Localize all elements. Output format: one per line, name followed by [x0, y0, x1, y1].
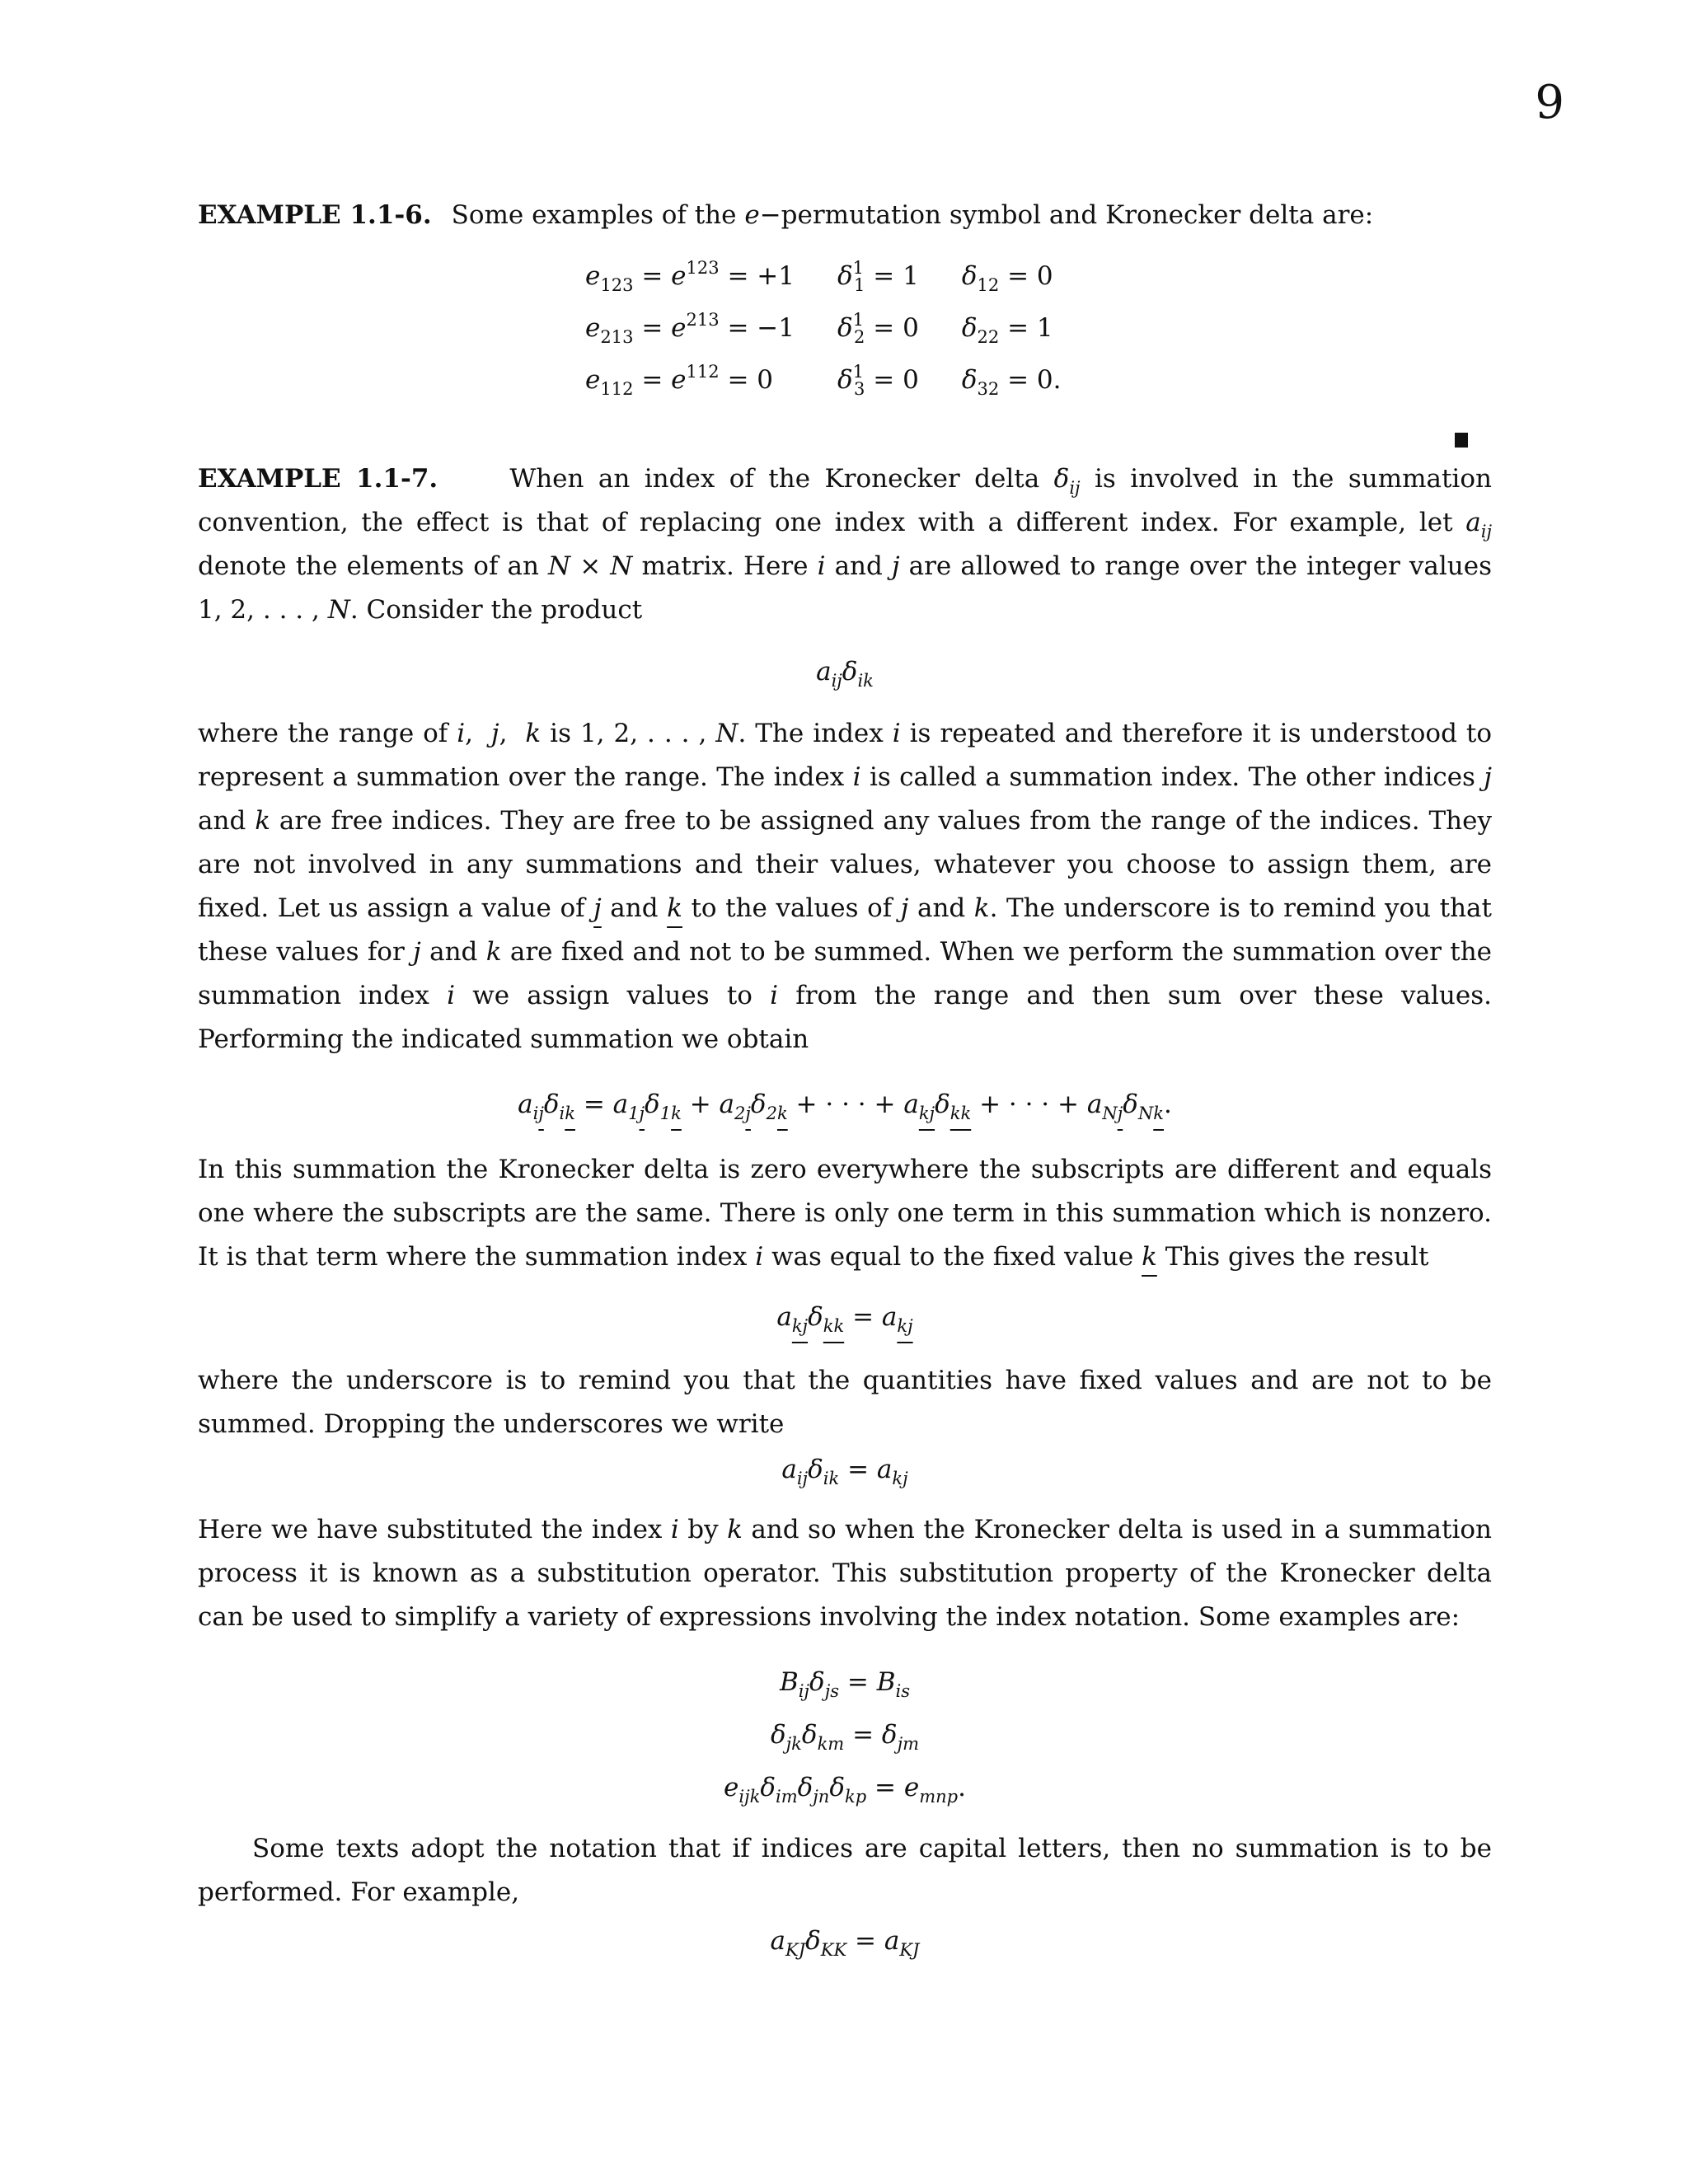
- equation-example-1: $B_{ij}\delta_{js} = B_{is}$: [780, 1667, 910, 1701]
- equation-example-3: $e_{ijk}\delta_{im}\delta_{jn}\delta_{kp} = e_{mnp}$.: [724, 1773, 966, 1807]
- example-7-title: EXAMPLE 1.1-7.: [198, 464, 438, 494]
- table-row: [585, 251, 1104, 302]
- delta-upper-value: $\delta^1_2 = 0$: [837, 310, 919, 347]
- e-value: $e_{213} = e^{213} = -1$: [585, 310, 795, 347]
- equation-expanded-sum: $a_{ij}\delta_{ik} = a_{1j}\delta_{1k} + a_{2j}\delta_{2k}$ + · · · + $a_{kj}\delta_{kk}$ + · · · + $a_{Nj}\delta_{Nk}$.: [518, 1090, 1172, 1123]
- delta-upper-value: $\delta^1_1 = 1$: [837, 258, 919, 295]
- paragraph-substitution: Here we have substituted the index i by k and so when the Kronecker delta is used in a summation process it is known as a substitution operator. This substitution property of the Kronecker delta can be used to simplify a variety of expressions involving the index notation. Some examples are:: [198, 1515, 1493, 1632]
- equation-capital: $a_{KJ}\delta_{KK} = a_{KJ}$: [770, 1926, 920, 1960]
- paragraph-nonzero-term: In this summation the Kronecker delta is zero everywhere the subscripts are different and equals one where the subscripts are the same. There is only one term in this summation which is nonzero. It is that term where the summation index i was equal to the fixed value k This gives the result: [198, 1155, 1492, 1272]
- table-row: [585, 354, 1104, 406]
- table-row: [585, 302, 1104, 354]
- paragraph-range: where the range of i, j, k is 1, 2, . . . , N. The index i is repeated and therefore it is understood to represent a summation over the range. The index i is called a summation index. The other indices j and k are free indices. They are free to be assigned any values from the range of the indices. They are not involved in any summations and their values, whatever you choose to assign them, are fixed. Let us assign a value of j and k to the values of j and k. The underscore is to remind you that these values for j and k are fixed and not to be summed. When we perform the summation over the summation index i we assign values to i from the range and then sum over these values. Performing the indicated summation we obtain: [198, 719, 1493, 1054]
- equation-result-underscored: $a_{kj}\delta_{kk} = a_{kj}$: [776, 1302, 913, 1336]
- paragraph-capital-indices: Some texts adopt the notation that if indices are capital letters, then no summation is to be performed. For example,: [198, 1834, 1492, 1907]
- equation-product: $a_{ij}\delta_{ik}$: [816, 657, 874, 691]
- e-value: $e_{112} = e^{112} = 0$: [585, 362, 774, 399]
- e-value: $e_{123} = e^{123} = +1$: [585, 258, 795, 295]
- page-number: 9: [1535, 76, 1564, 129]
- example-7-intro: EXAMPLE 1.1-7. When an index of the Kronecker delta $\delta_{ij}$ is involved in the summation convention, the effect is that of replacing one index with a different index. For example, let $a_{ij}$ denote the elements of an N × N matrix. Here i and j are allowed to range over the integer values 1, 2, . . . , N. Consider the product: [198, 464, 1492, 625]
- page-body: [198, 194, 1492, 1963]
- equation-example-2: $\delta_{jk}\delta_{km} = \delta_{jm}$: [770, 1720, 920, 1754]
- equation-result: $a_{ij}\delta_{ik} = a_{kj}$: [781, 1455, 908, 1488]
- example-6-title: EXAMPLE 1.1-6.: [198, 200, 432, 230]
- permutation-delta-table: [585, 251, 1104, 406]
- example-6-intro: EXAMPLE 1.1-6. Some examples of the e−permutation symbol and Kronecker delta are:: [198, 200, 1374, 230]
- delta-lower-value: $\delta_{22} = 1$: [961, 313, 1053, 347]
- delta-lower-value: $\delta_{12} = 0$: [961, 261, 1053, 295]
- delta-upper-value: $\delta^1_3 = 0$: [837, 362, 919, 399]
- delta-lower-value: $\delta_{32} = 0$.: [961, 365, 1062, 399]
- paragraph-underscore-note: where the underscore is to remind you that the quantities have fixed values and are not to be summed. Dropping the underscores we write: [198, 1366, 1492, 1439]
